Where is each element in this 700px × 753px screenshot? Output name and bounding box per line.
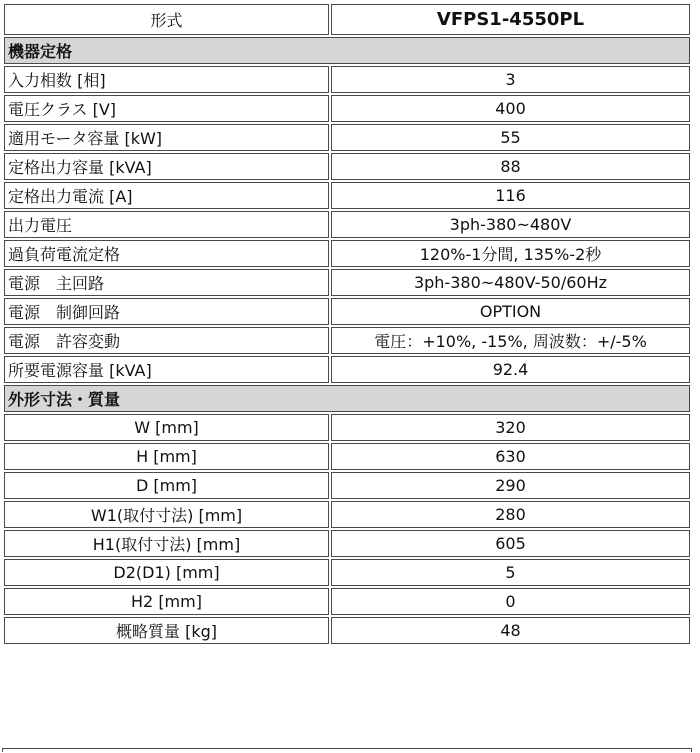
row-value: 3ph-380~480V	[331, 211, 690, 238]
row-label: D [mm]	[4, 472, 329, 499]
row-value: 5	[331, 559, 690, 586]
table-row	[4, 356, 690, 383]
row-label: 入力相数 [相]	[4, 66, 329, 93]
row-label: 電源 主回路	[4, 269, 329, 296]
spec-table-container	[2, 2, 692, 646]
row-value: 0	[331, 588, 690, 615]
row-label: 定格出力容量 [kVA]	[4, 153, 329, 180]
section-title-dimensions: 外形寸法・質量	[4, 385, 690, 412]
row-value: 92.4	[331, 356, 690, 383]
header-row	[4, 4, 690, 35]
section-row-ratings	[4, 37, 690, 64]
row-value: 3ph-380~480V-50/60Hz	[331, 269, 690, 296]
row-value: OPTION	[331, 298, 690, 325]
row-value: 280	[331, 501, 690, 528]
table-row	[4, 588, 690, 615]
row-value: 630	[331, 443, 690, 470]
table-row	[4, 501, 690, 528]
row-label: 概略質量 [kg]	[4, 617, 329, 644]
table-row	[4, 443, 690, 470]
row-label: W1(取付寸法) [mm]	[4, 501, 329, 528]
row-label: 定格出力電流 [A]	[4, 182, 329, 209]
table-row	[4, 124, 690, 151]
table-row	[4, 559, 690, 586]
row-label: 適用モータ容量 [kW]	[4, 124, 329, 151]
table-row	[4, 617, 690, 644]
header-label: 形式	[4, 4, 329, 35]
next-table-edge	[2, 748, 692, 752]
row-label: W [mm]	[4, 414, 329, 441]
table-row	[4, 269, 690, 296]
row-value: 88	[331, 153, 690, 180]
row-label: H2 [mm]	[4, 588, 329, 615]
row-value: 116	[331, 182, 690, 209]
table-row	[4, 66, 690, 93]
table-row	[4, 530, 690, 557]
row-label: 電源 許容変動	[4, 327, 329, 354]
row-value: 48	[331, 617, 690, 644]
row-value: 120%-1分間, 135%-2秒	[331, 240, 690, 267]
row-label: H [mm]	[4, 443, 329, 470]
table-row	[4, 472, 690, 499]
table-row	[4, 240, 690, 267]
row-label: 過負荷電流定格	[4, 240, 329, 267]
table-row	[4, 211, 690, 238]
row-label: 出力電圧	[4, 211, 329, 238]
table-row	[4, 95, 690, 122]
row-label: 電源 制御回路	[4, 298, 329, 325]
row-value: 3	[331, 66, 690, 93]
table-row	[4, 414, 690, 441]
model-name: VFPS1-4550PL	[331, 4, 690, 35]
row-value: 55	[331, 124, 690, 151]
row-label: H1(取付寸法) [mm]	[4, 530, 329, 557]
table-row	[4, 153, 690, 180]
row-value: 605	[331, 530, 690, 557]
row-label: 電圧クラス [V]	[4, 95, 329, 122]
table-row	[4, 298, 690, 325]
row-label: 所要電源容量 [kVA]	[4, 356, 329, 383]
section-title-ratings: 機器定格	[4, 37, 690, 64]
row-value: 電圧：+10%, -15%, 周波数：+/-5%	[331, 327, 690, 354]
table-row	[4, 327, 690, 354]
spec-table	[2, 2, 692, 646]
table-row	[4, 182, 690, 209]
section-row-dimensions	[4, 385, 690, 412]
row-value: 400	[331, 95, 690, 122]
row-value: 290	[331, 472, 690, 499]
row-label: D2(D1) [mm]	[4, 559, 329, 586]
row-value: 320	[331, 414, 690, 441]
